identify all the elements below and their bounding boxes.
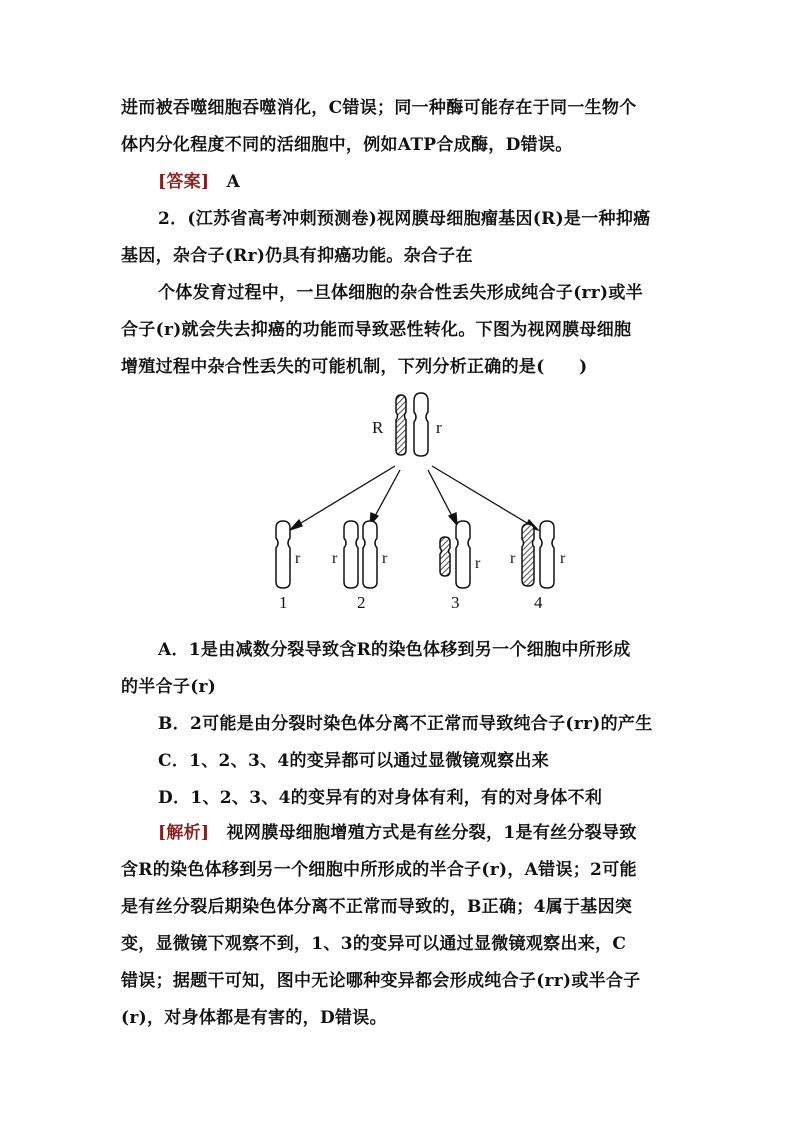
figure-number-4: 4 bbox=[534, 593, 543, 612]
label-r: r bbox=[382, 550, 388, 567]
analysis-line: 错误；据题干可知，图中无论哪种变异都会形成纯合子(rr)或半合子 bbox=[121, 971, 641, 991]
label-r: r bbox=[560, 550, 566, 567]
answer-value: A bbox=[226, 172, 241, 192]
question-line: 合子(r)就会失去抑癌的功能而导致恶性转化。下图为视网膜母细胞 bbox=[121, 320, 632, 340]
option-a: A．1是由减数分裂导致含R的染色体移到另一个细胞中所形成 bbox=[158, 640, 631, 660]
label-r: r bbox=[510, 550, 516, 567]
question-line: 2．(江苏省高考冲刺预测卷)视网膜母细胞瘤基因(R)是一种抑癌 bbox=[158, 209, 651, 229]
text-line: 体内分化程度不同的活细胞中，例如ATP合成酶，D错误。 bbox=[121, 135, 573, 155]
chromosome-group-1 bbox=[276, 521, 301, 588]
arrow-3 bbox=[428, 470, 453, 518]
analysis-line: 含R的染色体移到另一个细胞中所形成的半合子(r)，A错误；2可能 bbox=[121, 860, 637, 880]
chromosome-group-2 bbox=[332, 521, 388, 588]
label-r: r bbox=[332, 550, 338, 567]
label-r: r bbox=[295, 550, 301, 567]
label-r: r bbox=[436, 418, 442, 437]
arrow-2 bbox=[374, 470, 400, 518]
option-d: D．1、2、3、4的变异有的对身体有利，有的对身体不利 bbox=[158, 788, 603, 808]
arrows bbox=[290, 466, 538, 530]
question-line: 个体发育过程中，一旦体细胞的杂合性丢失形成纯合子(rr)或半 bbox=[158, 283, 643, 303]
arrow-4 bbox=[432, 466, 532, 526]
analysis-line: 是有丝分裂后期染色体分离不正常而导致的，B正确；4属于基因突 bbox=[121, 897, 633, 917]
chromosome-r-top bbox=[414, 393, 428, 456]
figure-number-3: 3 bbox=[451, 593, 460, 612]
arrow-3-head bbox=[449, 513, 457, 525]
option-a-cont: 的半合子(r) bbox=[121, 677, 217, 697]
chromosome-group-3 bbox=[440, 521, 481, 588]
label-r: r bbox=[475, 555, 481, 572]
answer-tag: [答案] bbox=[158, 172, 210, 192]
option-c: C．1、2、3、4的变异都可以通过显微镜观察出来 bbox=[158, 751, 550, 771]
text-line: 进而被吞噬细胞吞噬消化，C错误；同一种酶可能存在于同一生物个 bbox=[121, 98, 637, 118]
chromosome-R-top bbox=[396, 395, 406, 455]
chromosome-group-4 bbox=[510, 521, 566, 588]
figure-number-2: 2 bbox=[357, 593, 366, 612]
question-line: 增殖过程中杂合性丢失的可能机制，下列分析正确的是( ) bbox=[121, 357, 588, 377]
analysis-line bbox=[158, 822, 677, 844]
answer-line bbox=[158, 171, 677, 193]
option-b: B．2可能是由分裂时染色体分离不正常而导致纯合子(rr)的产生 bbox=[158, 714, 653, 734]
arrow-1-head bbox=[290, 520, 302, 530]
arrow-1 bbox=[296, 466, 395, 526]
analysis-text: 视网膜母细胞增殖方式是有丝分裂，1是有丝分裂导致 bbox=[226, 823, 637, 843]
question-line: 基因，杂合子(Rr)仍具有抑癌功能。杂合子在 bbox=[121, 246, 473, 266]
analysis-line: (r)，对身体都是有害的，D错误。 bbox=[121, 1008, 387, 1028]
analysis-line: 变，显微镜下观察不到，1、3的变异可以通过显微镜观察出来，C bbox=[121, 934, 627, 954]
chromosome-figure bbox=[260, 388, 590, 620]
label-R: R bbox=[372, 418, 384, 437]
analysis-tag: [解析] bbox=[158, 823, 210, 843]
figure-number-1: 1 bbox=[279, 593, 288, 612]
